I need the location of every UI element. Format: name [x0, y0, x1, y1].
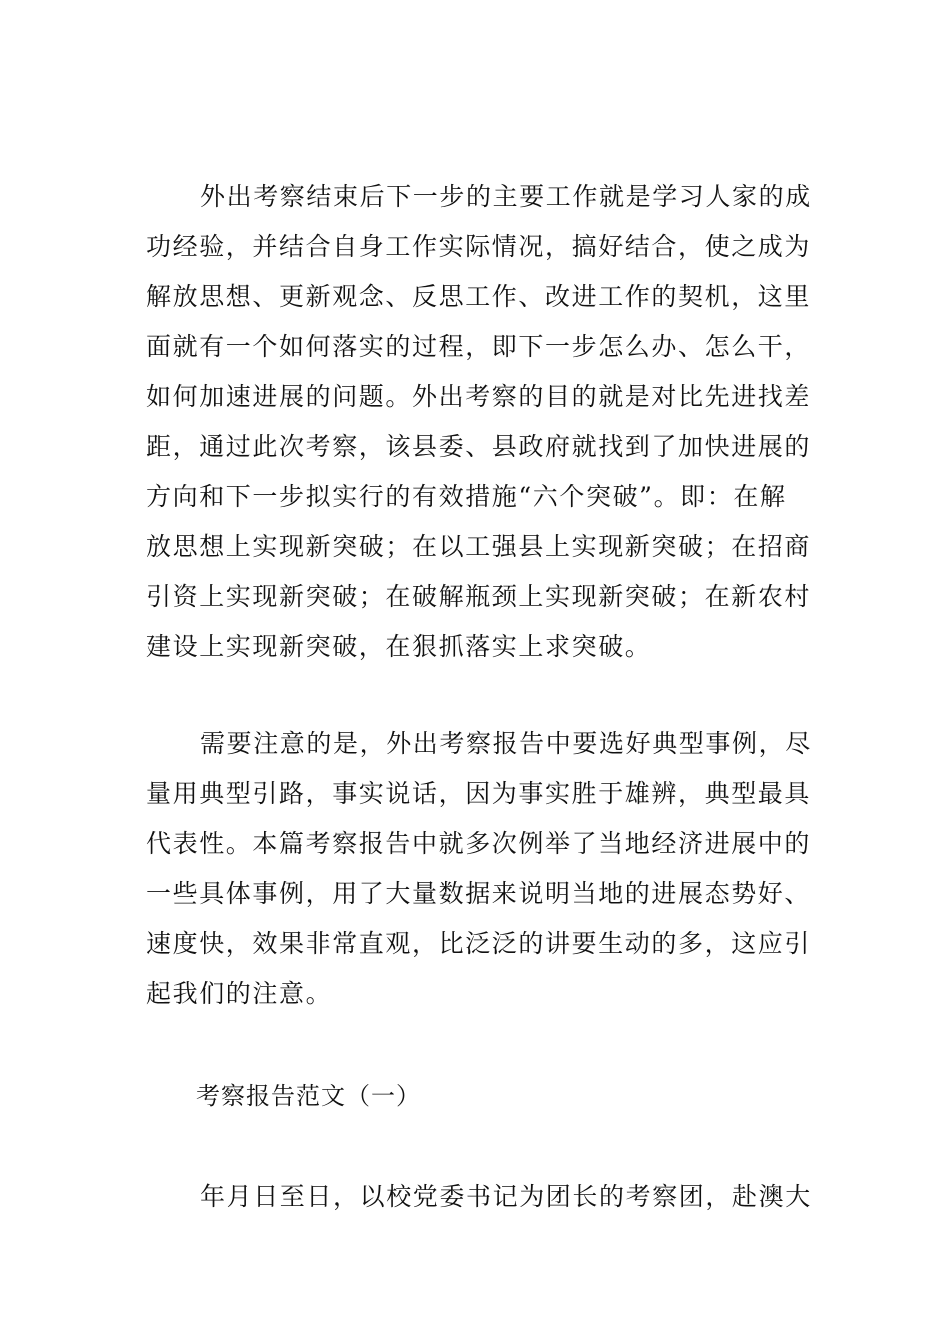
paragraph-line: 引资上实现新突破；在破解瓶颈上实现新突破；在新农村 — [146, 582, 812, 611]
paragraph-line: 年月日至日，以校党委书记为团长的考察团，赴澳大 — [200, 1182, 812, 1211]
paragraph-line: 外出考察结束后下一步的主要工作就是学习人家的成 — [200, 182, 812, 211]
paragraph-line: 一些具体事例，用了大量数据来说明当地的进展态势好、 — [146, 879, 812, 908]
paragraph-line: 需要注意的是，外出考察报告中要选好典型事例，尽 — [200, 729, 812, 758]
paragraph-line: 距，通过此次考察，该县委、县政府就找到了加快进展的 — [146, 432, 812, 461]
paragraph-line: 速度快，效果非常直观，比泛泛的讲要生动的多，这应引 — [146, 929, 812, 958]
paragraph-line: 代表性。本篇考察报告中就多次例举了当地经济进展中的 — [146, 829, 812, 858]
paragraph-line: 放思想上实现新突破；在以工强县上实现新突破；在招商 — [146, 532, 812, 561]
paragraph-1 — [146, 172, 810, 672]
paragraph-line: 起我们的注意。 — [146, 979, 333, 1008]
paragraph-line: 如何加速进展的问题。外出考察的目的就是对比先进找差 — [146, 382, 812, 411]
paragraph-line: 方向和下一步拟实行的有效措施“六个突破”。即：在解 — [146, 482, 787, 511]
paragraph-3 — [146, 1172, 810, 1222]
paragraph-2 — [146, 719, 810, 1019]
section-heading: 考察报告范文（一） — [196, 1082, 421, 1110]
paragraph-line: 量用典型引路，事实说话，因为事实胜于雄辨，典型最具 — [146, 779, 812, 808]
paragraph-line: 解放思想、更新观念、反思工作、改进工作的契机，这里 — [146, 282, 812, 311]
paragraph-line: 功经验，并结合自身工作实际情况，搞好结合，使之成为 — [146, 232, 812, 261]
paragraph-line: 面就有一个如何落实的过程，即下一步怎么办、怎么干， — [146, 332, 812, 361]
paragraph-line: 建设上实现新突破，在狠抓落实上求突破。 — [146, 632, 652, 661]
